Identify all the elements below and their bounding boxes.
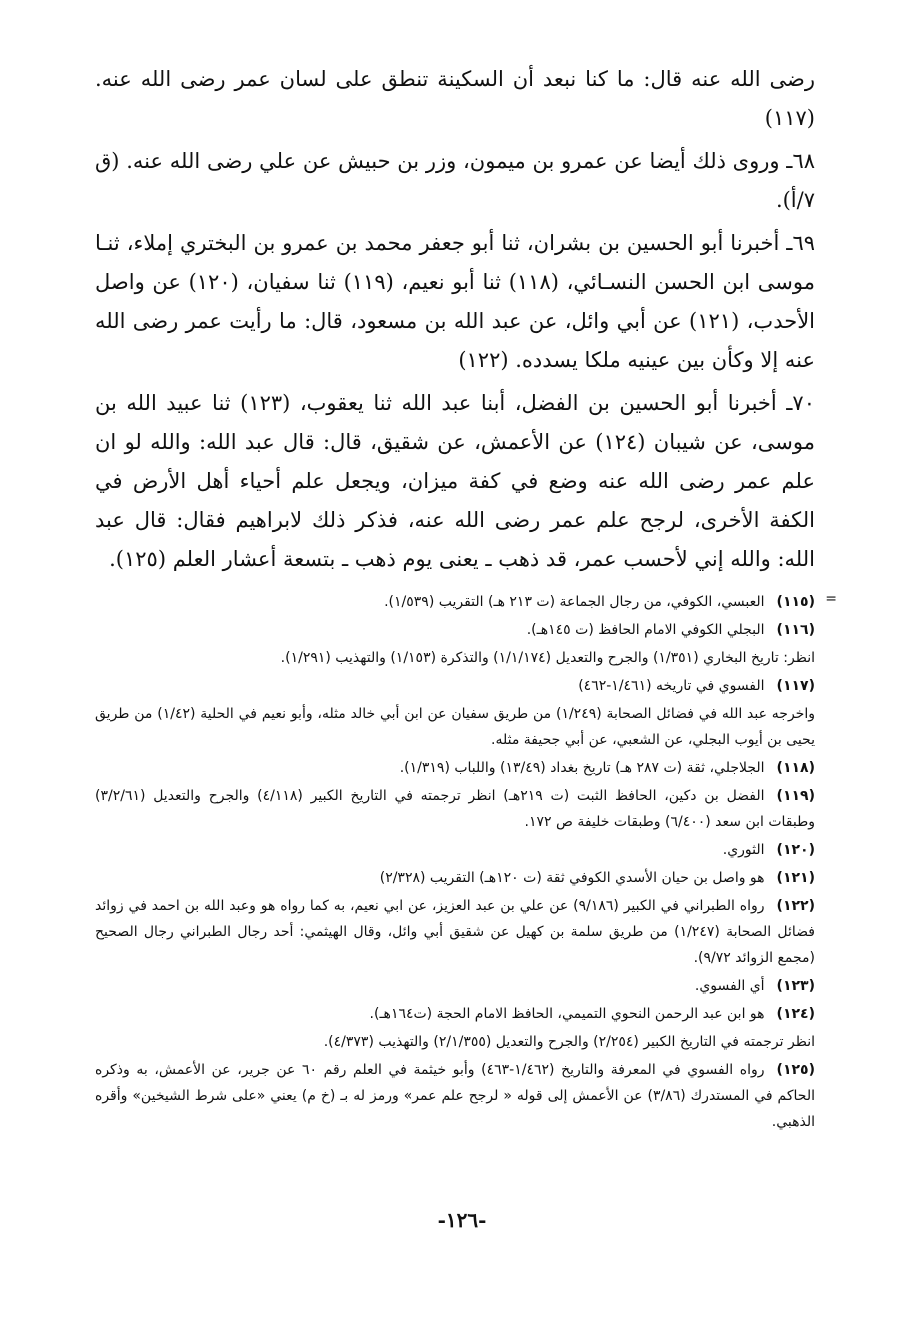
- footnotes-section: [95, 589, 837, 1135]
- footnote-continuation: انظر ترجمته في التاريخ الكبير (٢/٢٥٤) والجرح والتعديل (٢/١/٣٥٥) والتهذيب (٤/٣٧٣).: [323, 1034, 815, 1050]
- main-paragraph: رضى الله عنه قال: ما كنا نبعد أن السكينة تنطق على لسان عمر رضى الله عنه. (١١٧): [95, 67, 815, 130]
- footnote-text: هو ابن عبد الرحمن النحوي التميمي، الحافظ الامام الحجة (ت١٦٤هـ).: [369, 1006, 765, 1022]
- footnote: [95, 837, 815, 863]
- footnote-text: رواه الطبراني في الكبير (٩/١٨٦) عن علي بن عبد العزيز، عن ابي نعيم، به كما رواه هو وعبد الله بن احمد في زوائد فضائل الصحابة (١/٢٤٧) من طريق سلمة بن كهيل عن شقيق أبي وائل، وقال الهيثمي: أحد رجال الطبراني رجال الصحيح (مجمع الزوائد ٩/٧٢).: [95, 898, 815, 966]
- footnote: [95, 755, 815, 781]
- footnote-number: (١١٥): [776, 594, 815, 610]
- footnote: [95, 617, 815, 643]
- footnote-number: (١١٦): [776, 622, 815, 638]
- footnote-text: العبسي، الكوفي، من رجال الجماعة (ت ٢١٣ هـ) التقريب (١/٥٣٩).: [384, 594, 765, 610]
- footnote-number: (١١٧): [776, 678, 815, 694]
- footnote-number: (١٢٥): [776, 1062, 815, 1078]
- footnote-text: الفسوي في تاريخه (١/٤٦١-٤٦٢): [578, 678, 765, 694]
- footnote-continuation-mark: =: [825, 591, 837, 607]
- footnote: [95, 783, 815, 835]
- main-paragraph: ٧٠ـ أخبرنا أبو الحسين بن الفضل، أبنا عبد الله ثنا يعقوب، (١٢٣) ثنا عبيد الله بن موسى، عن شيبان (١٢٤) عن الأعمش، عن شقيق، قال: قال عبد الله: والله لو ان علم عمر رضى الله عنه وضع في كفة ميزان، ويجعل علم أحياء أهل الأرض في الكفة الأخرى، لرجح علم عمر رضى الله عنه، فذكر ذلك لابراهيم فقال: قال عبد الله: والله إني لأحسب عمر، قد ذهب ـ يعنى يوم ذهب ـ بتسعة أعشار العلم (١٢٥).: [95, 391, 815, 571]
- footnote-number: (١٢٤): [776, 1006, 815, 1022]
- page-body: [95, 60, 837, 1137]
- footnote: [95, 1057, 815, 1135]
- footnote: [95, 893, 815, 971]
- footnote-number: (١٢٢): [776, 898, 815, 914]
- footnote: [95, 865, 815, 891]
- footnote-continuation: واخرجه عبد الله في فضائل الصحابة (١/٢٤٩) من طريق سفيان عن ابن أبي خالد مثله، وأبو نعيم في الحلية (١/٤٢) من طريق يحيى بن أيوب البجلي، عن الشعبي، عن أبي جحيفة مثله.: [95, 706, 815, 748]
- page-number: -١٢٦-: [437, 1208, 487, 1232]
- footnote-text: الجلاجلي، ثقة (ت ٢٨٧ هـ) تاريخ بغداد (١٣/٤٩) واللباب (١/٣١٩).: [399, 760, 765, 776]
- main-text: [95, 60, 815, 579]
- footnote-number: (١١٩): [776, 788, 815, 804]
- main-paragraph: ٦٩ـ أخبرنا أبو الحسين بن بشران، ثنا أبو جعفر محمد بن عمرو بن البختري إملاء، ثنـا موسى ابن الحسن النسـائي، (١١٨) ثنا أبو نعيم، (١١٩) ثنا سفيان، (١٢٠) عن واصل الأحدب، (١٢١) عن أبي وائل، عن عبد الله بن مسعود، قال: ما رأيت عمر رضى الله عنه إلا وكأن بين عينيه ملكا يسدده. (١٢٢): [95, 231, 816, 372]
- footnote-number: (١٢٠): [776, 842, 815, 858]
- footnote-number: (١٢٣): [776, 978, 815, 994]
- footnote: [95, 973, 815, 999]
- footnote-text: الفضل بن دكين، الحافظ الثبت (ت ٢١٩هـ) انظر ترجمته في التاريخ الكبير (٤/١١٨) والجرح والتعديل (٣/٢/٦١) وطبقات ابن سعد (٦/٤٠٠) وطبقات خليفة ص ١٧٢.: [95, 788, 815, 830]
- footnote-text: البجلي الكوفي الامام الحافظ (ت ١٤٥هـ).: [526, 622, 765, 638]
- footnote-text: هو واصل بن حيان الأسدي الكوفي ثقة (ت ١٢٠هـ) التقريب (٢/٣٢٨): [379, 870, 765, 886]
- footnote-continuation: انظر: تاريخ البخاري (١/٣٥١) والجرح والتعديل (١/١/١٧٤) والتذكرة (١/١٥٣) والتهذيب (١/٢٩١).: [280, 650, 815, 666]
- footnote-text: الثوري.: [722, 842, 765, 858]
- footnote: [95, 589, 815, 615]
- footnote-text: رواه الفسوي في المعرفة والتاريخ (١/٤٦٢-٤٦٣) وأبو خيثمة في العلم رقم ٦٠ عن جرير، عن الأعمش، به وذكره الحاكم في المستدرك (٣/٨٦) عن الأعمش إلى قوله « لرجح علم عمر» ورمز له بـ (خ م) يعني «على شرط الشيخين» وأقره الذهبي.: [95, 1062, 815, 1130]
- main-paragraph: ٦٨ـ وروى ذلك أيضا عن عمرو بن ميمون، وزر بن حبيش عن علي رضى الله عنه. (ق ٧/أ).: [95, 149, 815, 212]
- footnote: [95, 673, 815, 699]
- footnote-number: (١١٨): [776, 760, 815, 776]
- footnote-text: أي الفسوي.: [694, 978, 765, 994]
- footnote: [95, 1001, 815, 1027]
- footnote-number: (١٢١): [776, 870, 815, 886]
